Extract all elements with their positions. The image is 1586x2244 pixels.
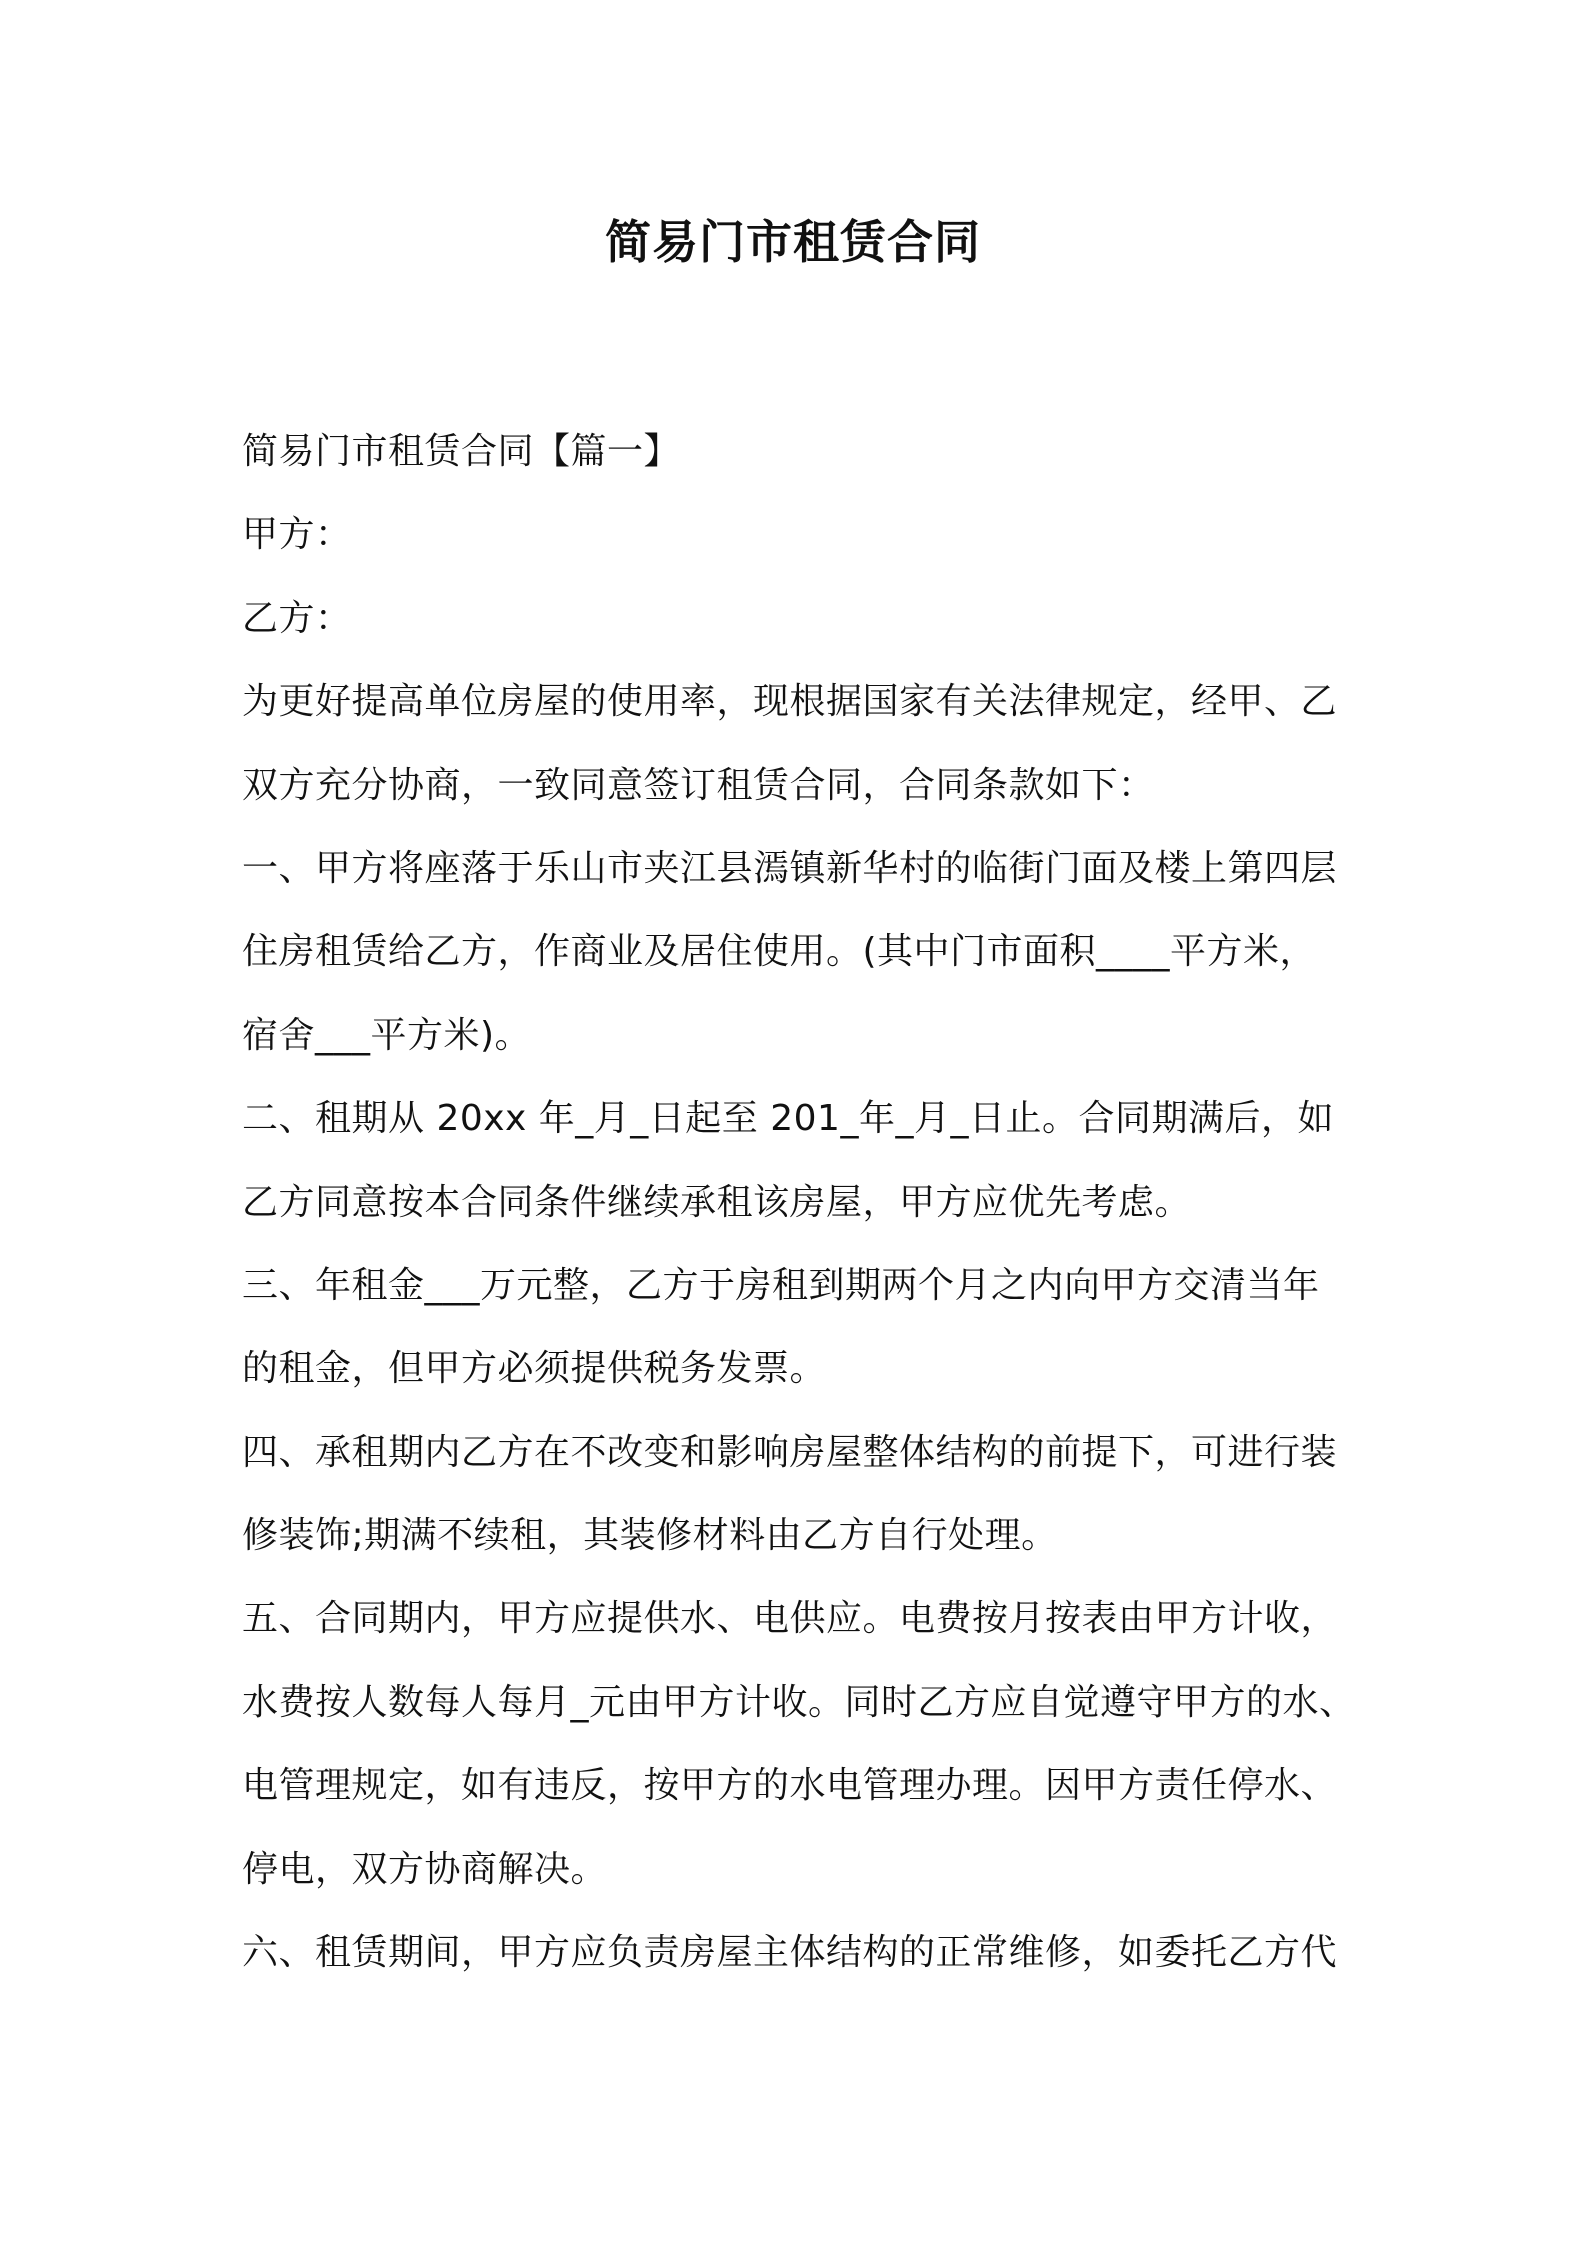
preamble-line: 双方充分协商，一致同意签订租赁合同，合同条款如下： bbox=[242, 764, 1155, 806]
clause-3-line: 的租金，但甲方必须提供税务发票。 bbox=[242, 1348, 827, 1390]
clause-2-line: 二、租期从 20xx 年_月_日起至 201_年_月_日止。合同期满后，如 bbox=[242, 1098, 1334, 1140]
section-heading: 简易门市租赁合同【篇一】 bbox=[242, 431, 681, 472]
clause-6-line: 六、租赁期间，甲方应负责房屋主体结构的正常维修，如委托乙方代 bbox=[242, 1932, 1338, 1974]
clause-4-line: 修装饰;期满不续租，其装修材料由乙方自行处理。 bbox=[242, 1515, 1058, 1557]
clause-4-line: 四、承租期内乙方在不改变和影响房屋整体结构的前提下，可进行装 bbox=[242, 1431, 1338, 1473]
clause-1-line: 住房租赁给乙方，作商业及居住使用。(其中门市面积____平方米， bbox=[242, 931, 1317, 973]
clause-1-line: 一、甲方将座落于乐山市夹江县漹镇新华村的临街门面及楼上第四层 bbox=[242, 847, 1338, 889]
clause-1-line: 宿舍___平方米)。 bbox=[242, 1014, 532, 1056]
clause-3-line: 三、年租金___万元整，乙方于房租到期两个月之内向甲方交清当年 bbox=[242, 1264, 1320, 1306]
clause-5-line: 水费按人数每人每月_元由甲方计收。同时乙方应自觉遵守甲方的水、 bbox=[242, 1681, 1356, 1723]
preamble-line: 为更好提高单位房屋的使用率，现根据国家有关法律规定，经甲、乙 bbox=[242, 681, 1338, 723]
clause-2-line: 乙方同意按本合同条件继续承租该房屋，甲方应优先考虑。 bbox=[242, 1181, 1192, 1223]
party-b-line: 乙方： bbox=[242, 597, 352, 639]
document-body bbox=[242, 410, 1372, 1994]
document-title: 简易门市租赁合同 bbox=[605, 215, 981, 269]
party-a-line: 甲方： bbox=[242, 514, 352, 556]
clause-5-line: 停电，双方协商解决。 bbox=[242, 1848, 608, 1890]
clause-5-line: 电管理规定，如有违反，按甲方的水电管理办理。因甲方责任停水、 bbox=[242, 1765, 1338, 1807]
clause-5-line: 五、合同期内，甲方应提供水、电供应。电费按月按表由甲方计收， bbox=[242, 1598, 1338, 1640]
